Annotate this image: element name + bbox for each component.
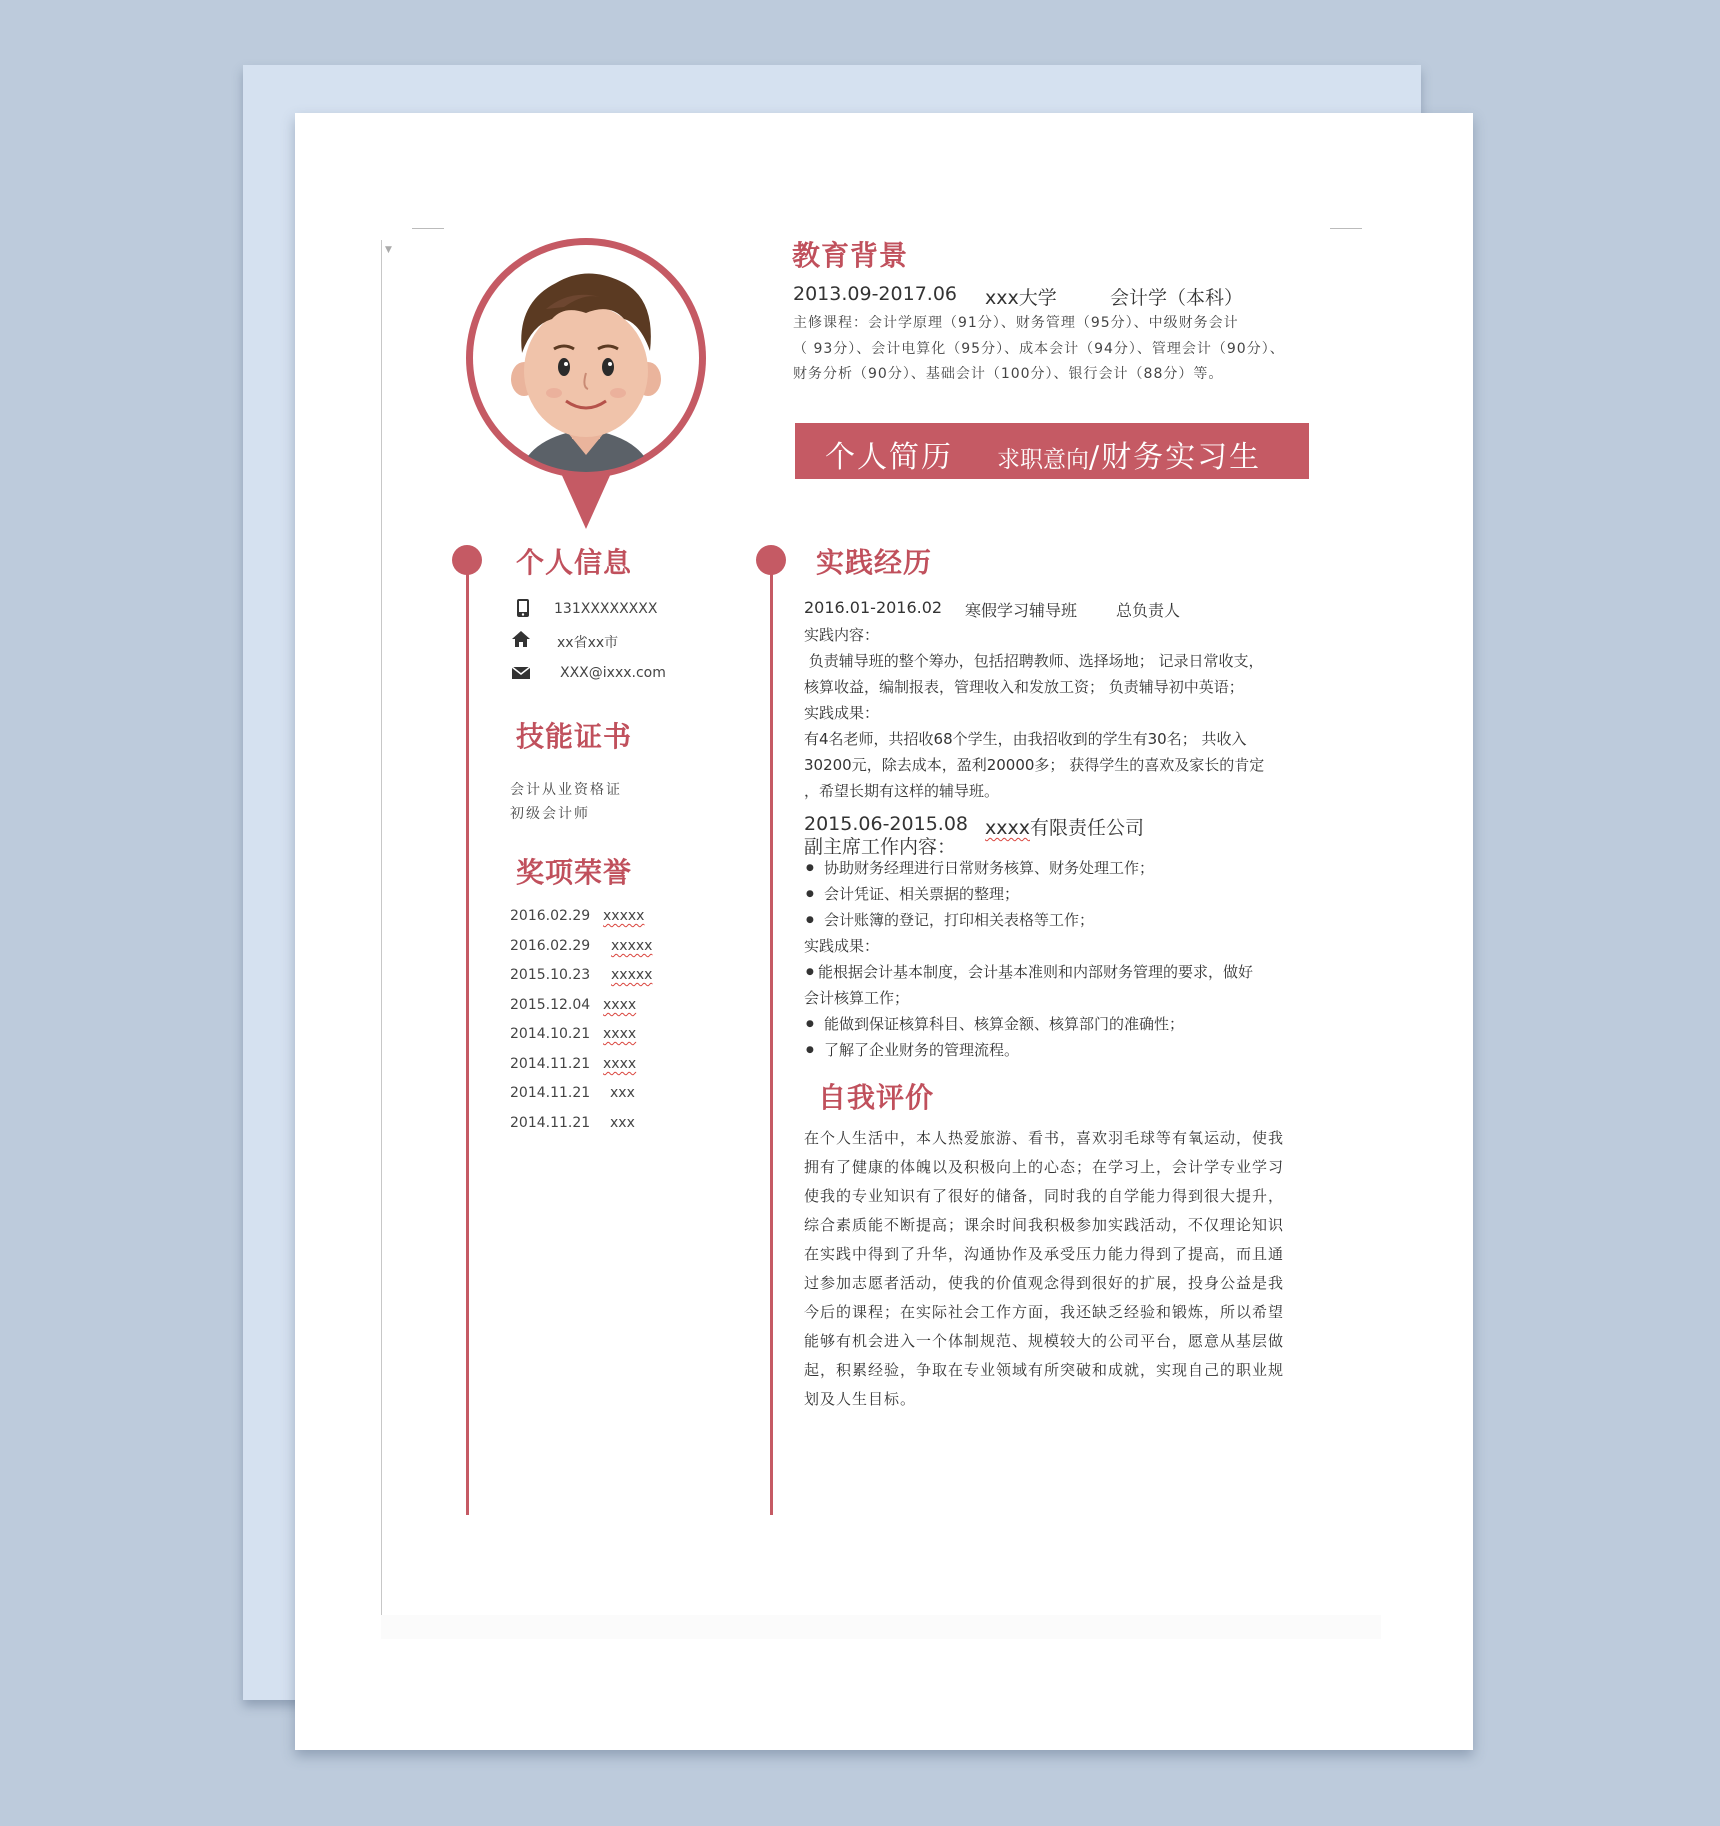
job1-period: 2016.01-2016.02: [804, 598, 943, 617]
job2-result: ● 能做到保证核算科目、核算金额、核算部门的准确性；: [804, 1011, 1324, 1037]
skill-item: 初级会计师: [510, 806, 590, 822]
home-icon: [511, 629, 531, 649]
education-courses: 财务分析（90分）、基础会计（100分）、银行会计（88分）等。: [793, 366, 1224, 382]
job2-period: 2015.06-2015.08: [804, 813, 968, 835]
self-eval-line: 过参加志愿者活动，使我的价值观念得到很好的扩展，投身公益是我: [804, 1274, 1285, 1292]
self-eval-line: 在实践中得到了升华，沟通协作及承受压力能力得到了提高，而且通: [804, 1245, 1285, 1263]
award-date: 2014.11.21: [510, 1115, 591, 1131]
paragraph-marker-icon: ▼: [385, 245, 392, 255]
email-value: XXX@ixxx.com: [560, 665, 666, 681]
award-date: 2015.10.23: [510, 967, 591, 983]
page-bottom-area: [381, 1615, 1381, 1639]
banner-title: 个人简历: [825, 440, 953, 475]
self-eval-line: 起，积累经验，争取在专业领域有所突破和成就，实现自己的职业规: [804, 1361, 1285, 1379]
personal-info-dot: [452, 545, 482, 575]
award-name: xxxxx: [611, 938, 653, 954]
job1-line: 实践成果：: [804, 704, 880, 722]
self-eval-line: 能够有机会进入一个体制规范、规模较大的公司平台，愿意从基层做: [804, 1332, 1285, 1350]
self-eval-title: 自我评价: [818, 1081, 935, 1114]
self-eval-line: 综合素质能不断提高；课余时间我积极参加实践活动，不仅理论知识: [804, 1216, 1285, 1234]
award-name: xxxx: [603, 1056, 637, 1072]
job2-result-label: 实践成果：: [804, 937, 880, 955]
job1-line: ，希望长期有这样的辅导班。: [804, 782, 1000, 800]
banner-intent-label: 求职意向: [997, 447, 1089, 473]
self-eval-line: 今后的课程；在实际社会工作方面，我还缺乏经验和锻炼，所以希望: [804, 1303, 1285, 1321]
education-title: 教育背景: [792, 239, 909, 272]
job2-duty: ● 会计凭证、相关票据的整理；: [804, 881, 1324, 907]
self-eval-line: 在个人生活中，本人热爱旅游、看书，喜欢羽毛球等有氧运动，使我: [804, 1129, 1285, 1147]
job2-duty: ● 会计账簿的登记，打印相关表格等工作；: [804, 907, 1324, 933]
job2-duty: ● 协助财务经理进行日常财务核算、财务处理工作；: [804, 855, 1324, 881]
award-name: xxxx: [603, 997, 637, 1013]
personal-info-title: 个人信息: [516, 546, 633, 579]
award-name: xxx: [610, 1115, 635, 1131]
skills-title: 技能证书: [516, 720, 633, 753]
education-major: 会计学（本科）: [1110, 287, 1244, 309]
margin-mark-top-left: [412, 228, 444, 229]
avatar: [460, 233, 712, 533]
award-date: 2015.12.04: [510, 997, 591, 1013]
job2-org-suffix: 有限责任公司: [1029, 817, 1144, 839]
margin-line-left: [381, 240, 382, 1615]
award-date: 2014.10.21: [510, 1026, 591, 1042]
job2-org: [985, 813, 1144, 840]
award-name: xxx: [610, 1085, 635, 1101]
job1-org: 寒假学习辅导班: [965, 601, 1078, 620]
phone-value: 131XXXXXXXX: [554, 601, 658, 617]
practice-title: 实践经历: [816, 546, 933, 579]
right-timeline: [770, 560, 773, 1515]
award-date: 2016.02.29: [510, 938, 591, 954]
self-eval-text: [804, 1124, 1324, 1414]
education-courses: 主修课程：会计学原理（91分）、财务管理（95分）、中级财务会计: [793, 315, 1239, 331]
job2-org-prefix: xxxx: [985, 817, 1030, 839]
phone-icon: [513, 598, 533, 618]
award-date: 2016.02.29: [510, 908, 591, 924]
job1-role: 总负责人: [1116, 601, 1181, 620]
job2-role: 副主席工作内容：: [804, 836, 957, 858]
self-eval-line: 划及人生目标。: [804, 1390, 917, 1408]
job1-line: 负责辅导班的整个筹办，包括招聘教师、选择场地； 记录日常收支，: [804, 652, 1264, 670]
self-eval-line: 使我的专业知识有了很好的储备，同时我的自学能力得到很大提升，: [804, 1187, 1285, 1205]
job1-details: [804, 622, 1324, 804]
job2-result: ● 了解了企业财务的管理流程。: [804, 1037, 1324, 1063]
education-courses: （ 93分）、会计电算化（95分）、成本会计（94分）、管理会计（90分）、: [793, 341, 1285, 357]
award-date: 2014.11.21: [510, 1085, 591, 1101]
margin-mark-top-right: [1330, 228, 1362, 229]
job1-line: 核算收益，编制报表，管理收入和发放工资； 负责辅导初中英语；: [804, 678, 1244, 696]
award-name: xxxxx: [603, 908, 645, 924]
job1-line: 30200元，除去成本，盈利20000多； 获得学生的喜欢及家长的肯定: [804, 756, 1265, 774]
job2-result-cont: 会计核算工作；: [804, 989, 910, 1007]
award-date: 2014.11.21: [510, 1056, 591, 1072]
job1-line: 实践内容：: [804, 626, 880, 644]
resume-banner: [795, 423, 1309, 479]
left-timeline: [466, 560, 469, 1515]
education-period: 2013.09-2017.06: [793, 283, 957, 305]
awards-title: 奖项荣誉: [516, 856, 633, 889]
practice-dot: [756, 545, 786, 575]
address-value: xx省xx市: [557, 635, 619, 651]
award-name: xxxx: [603, 1026, 637, 1042]
job1-line: 有4名老师，共招收68个学生，由我招收到的学生有30名； 共收入: [804, 730, 1247, 748]
award-name: xxxxx: [611, 967, 653, 983]
skill-item: 会计从业资格证: [510, 782, 622, 798]
education-school: xxx大学: [985, 287, 1057, 309]
avatar-illustration: [460, 233, 712, 533]
self-eval-line: 拥有了健康的体魄以及积极向上的心态；在学习上，会计学专业学习: [804, 1158, 1285, 1176]
job2-result: ● 能根据会计基本制度，会计基本准则和内部财务管理的要求，做好: [804, 959, 1324, 985]
job2-details: [804, 855, 1324, 1063]
mail-icon: [511, 663, 531, 683]
banner-intent-value: /财务实习生: [1089, 440, 1262, 475]
